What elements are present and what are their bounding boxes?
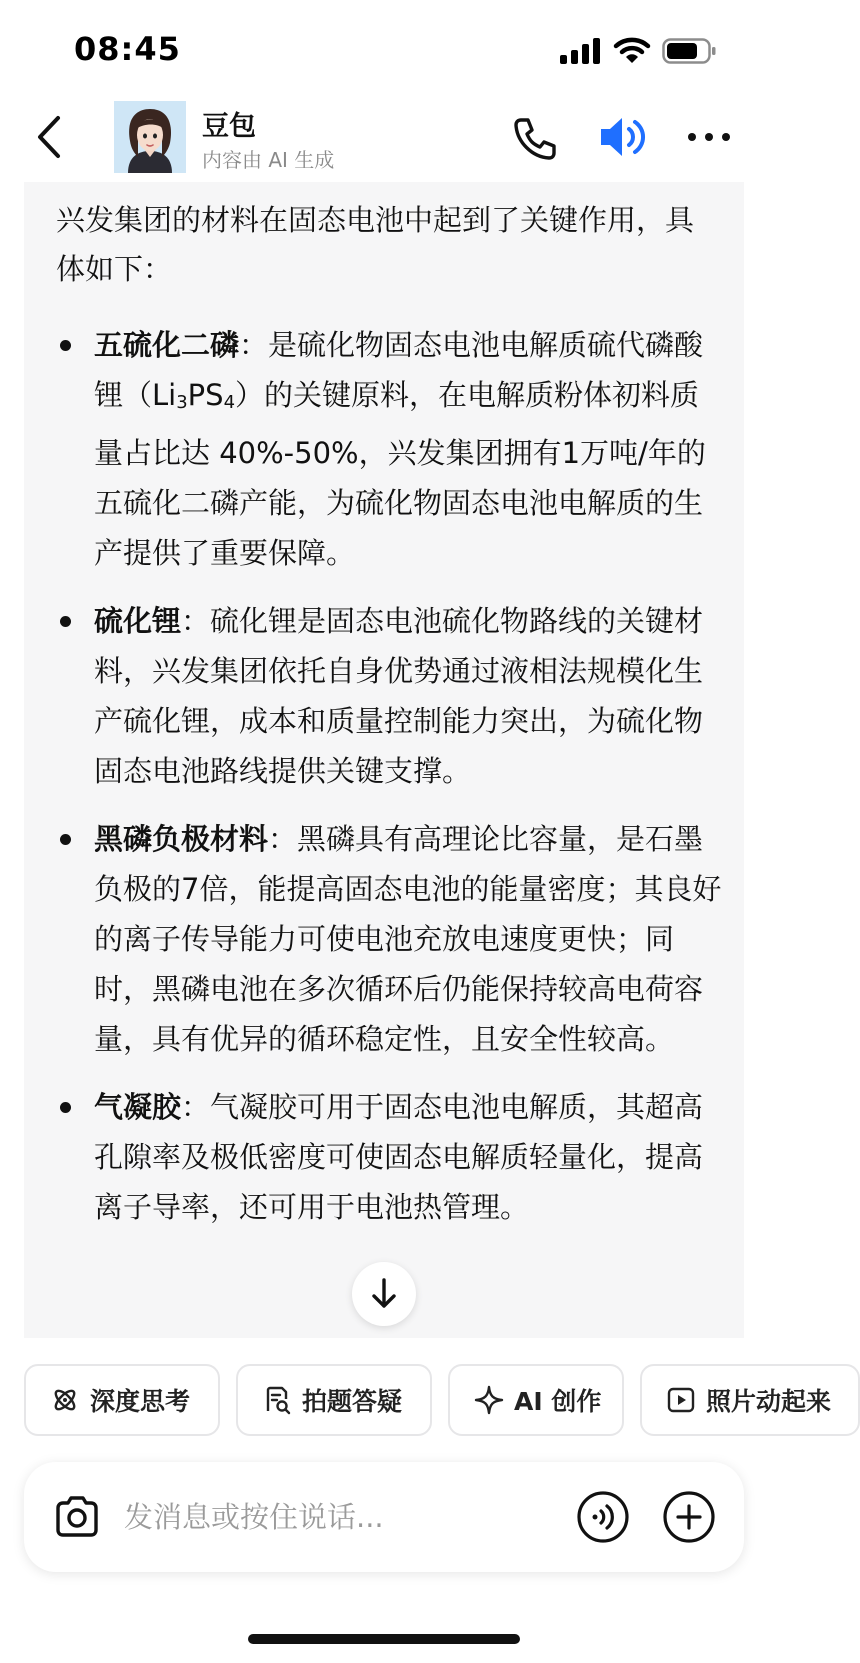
message-input[interactable] [124, 1490, 524, 1544]
chip-ai-create[interactable] [448, 1364, 624, 1436]
chip-label: 拍题答疑 [302, 1387, 403, 1416]
bullet-body: ：黑磷具有高理论比容量，是石墨负极的7倍，能提高固态电池的能量密度；其良好的离子传导能力可使电池充放电速度更快；同时，黑磷电池在多次循环后仍能保持较高电荷容量，具有优异的循环稳定性，且安全性较高。 [94, 822, 722, 1056]
phone-call-icon[interactable] [512, 116, 558, 162]
wifi-icon [614, 36, 650, 64]
chat-header [0, 96, 768, 182]
chip-animate-photo[interactable] [640, 1364, 860, 1436]
bot-name: 豆包 [202, 111, 256, 142]
back-arrow-icon[interactable] [30, 112, 70, 162]
list-item [56, 596, 726, 796]
status-time: 08:45 [74, 30, 181, 68]
chip-label: AI 创作 [514, 1387, 602, 1416]
list-item [56, 320, 726, 578]
formula-mid: PS [187, 378, 224, 412]
assistant-message [24, 182, 744, 1338]
bullet-term: 气凝胶 [94, 1090, 182, 1124]
more-options-icon[interactable] [686, 124, 732, 150]
chip-photo-question[interactable] [236, 1364, 432, 1436]
speaker-volume-icon[interactable] [598, 114, 648, 160]
home-indicator [248, 1634, 520, 1644]
list-item [56, 1082, 726, 1232]
bullet-dot [60, 834, 71, 845]
bullet-list [56, 320, 726, 1250]
voice-input-icon[interactable] [576, 1490, 630, 1544]
bullet-body: ：气凝胶可用于固态电池电解质，其超高孔隙率及极低密度可使固态电解质轻量化，提高离子导率，还可用于电池热管理。 [94, 1090, 704, 1224]
sparkle-icon [474, 1385, 504, 1415]
chip-label: 照片动起来 [706, 1387, 832, 1416]
bullet-term: 硫化锂 [94, 604, 182, 638]
play-square-icon [666, 1385, 696, 1415]
bullet-dot [60, 340, 71, 351]
battery-icon [662, 38, 716, 64]
subscript-4: 4 [223, 392, 236, 413]
bullet-term: 黑磷负极材料 [94, 822, 269, 856]
composer-bar [24, 1462, 744, 1572]
message-intro: 兴发集团的材料在固态电池中起到了关键作用，具体如下： [56, 203, 695, 286]
status-bar [0, 0, 768, 96]
bullet-body-after: ）的关键原料，在电解质粉体初料质量占比达 40%-50%，兴发集团拥有1万吨/年的五硫化二磷产能，为硫化物固态电池电解质的生产提供了重要保障。 [94, 378, 706, 570]
subscript-3: 3 [176, 392, 188, 413]
bullet-dot [60, 616, 71, 627]
quick-actions-row [0, 1338, 832, 1462]
avatar-girl-icon [114, 101, 186, 173]
avatar[interactable] [114, 101, 186, 173]
bullet-dot [60, 1102, 71, 1113]
chip-deep-think[interactable] [24, 1364, 220, 1436]
list-item [56, 814, 726, 1064]
bullet-body-before: ：是硫化物固态电池电解质硫代磷酸锂（Li [94, 328, 704, 412]
chip-label: 深度思考 [90, 1387, 191, 1416]
scan-question-icon [262, 1385, 292, 1415]
plus-circle-icon[interactable] [662, 1490, 716, 1544]
camera-icon[interactable] [52, 1492, 102, 1542]
bullet-body: ：硫化锂是固态电池硫化物路线的关键材料，兴发集团依托自身优势通过液相法规模化生产硫化锂，成本和质量控制能力突出，为硫化物固态电池路线提供关键支撑。 [94, 604, 704, 788]
cellular-signal-icon [560, 38, 600, 64]
atom-icon [50, 1385, 80, 1415]
bullet-term: 五硫化二磷 [94, 328, 240, 362]
ai-generated-label: 内容由 AI 生成 [202, 148, 335, 172]
arrow-down-icon [370, 1278, 398, 1310]
scroll-to-bottom-button[interactable] [352, 1262, 416, 1326]
